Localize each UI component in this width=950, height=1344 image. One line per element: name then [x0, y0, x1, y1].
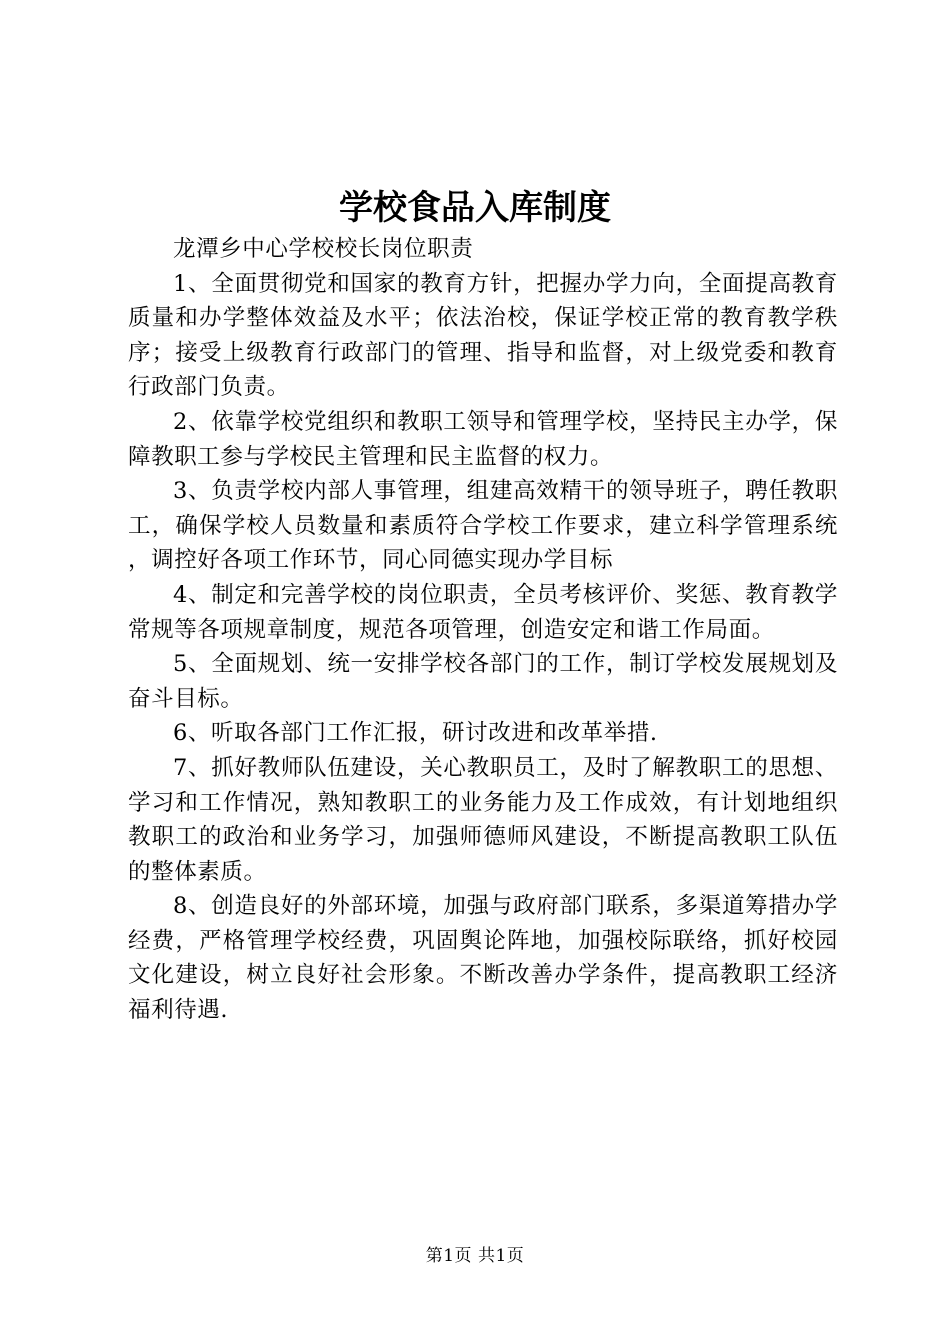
paragraph-6: 6、听取各部门工作汇报，研讨改进和改革举措. [173, 720, 658, 747]
document-body [128, 232, 838, 1028]
paragraph-4: 4、制定和完善学校的岗位职责，全员考核评价、奖惩、教育教学常规等各项规章制度，规范各项管理，创造安定和谐工作局面。 [128, 581, 838, 643]
paragraph-2: 2、依靠学校党组织和教职工领导和管理学校，坚持民主办学，保障教职工参与学校民主管理和民主监督的权力。 [128, 408, 838, 470]
paragraph-5: 5、全面规划、统一安排学校各部门的工作，制订学校发展规划及奋斗目标。 [128, 651, 838, 712]
paragraph-3: 3、负责学校内部人事管理，组建高效精干的领导班子，聘任教职工，确保学校人员数量和素质符合学校工作要求，建立科学管理系统，调控好各项工作环节，同心同德实现办学目标 [128, 478, 838, 574]
paragraph-7: 7、抓好教师队伍建设，关心教职员工，及时了解教职工的思想、学习和工作情况，熟知教职工的业务能力及工作成效，有计划地组织教职工的政治和业务学习，加强师德师风建设，不断提高教职工队伍的整体素质。 [128, 754, 838, 885]
paragraph-1: 1、全面贯彻党和国家的教育方针，把握办学力向，全面提高教育质量和办学整体效益及水平；依法治校，保证学校正常的教育教学秩序；接受上级教育行政部门的管理、指导和监督，对上级党委和教育行政部门负责。 [128, 270, 838, 401]
paragraph-8: 8、创造良好的外部环境，加强与政府部门联系，多渠道筹措办学经费，严格管理学校经费，巩固舆论阵地，加强校际联络，抓好校园文化建设，树立良好社会形象。不断改善办学条件，提高教职工经济福利待遇. [128, 893, 838, 1024]
subtitle-paragraph: 龙潭乡中心学校校长岗位职责 [173, 236, 474, 262]
document-title: 学校食品入库制度 [339, 188, 611, 228]
page-footer: 第1页 共1页 [425, 1246, 525, 1266]
